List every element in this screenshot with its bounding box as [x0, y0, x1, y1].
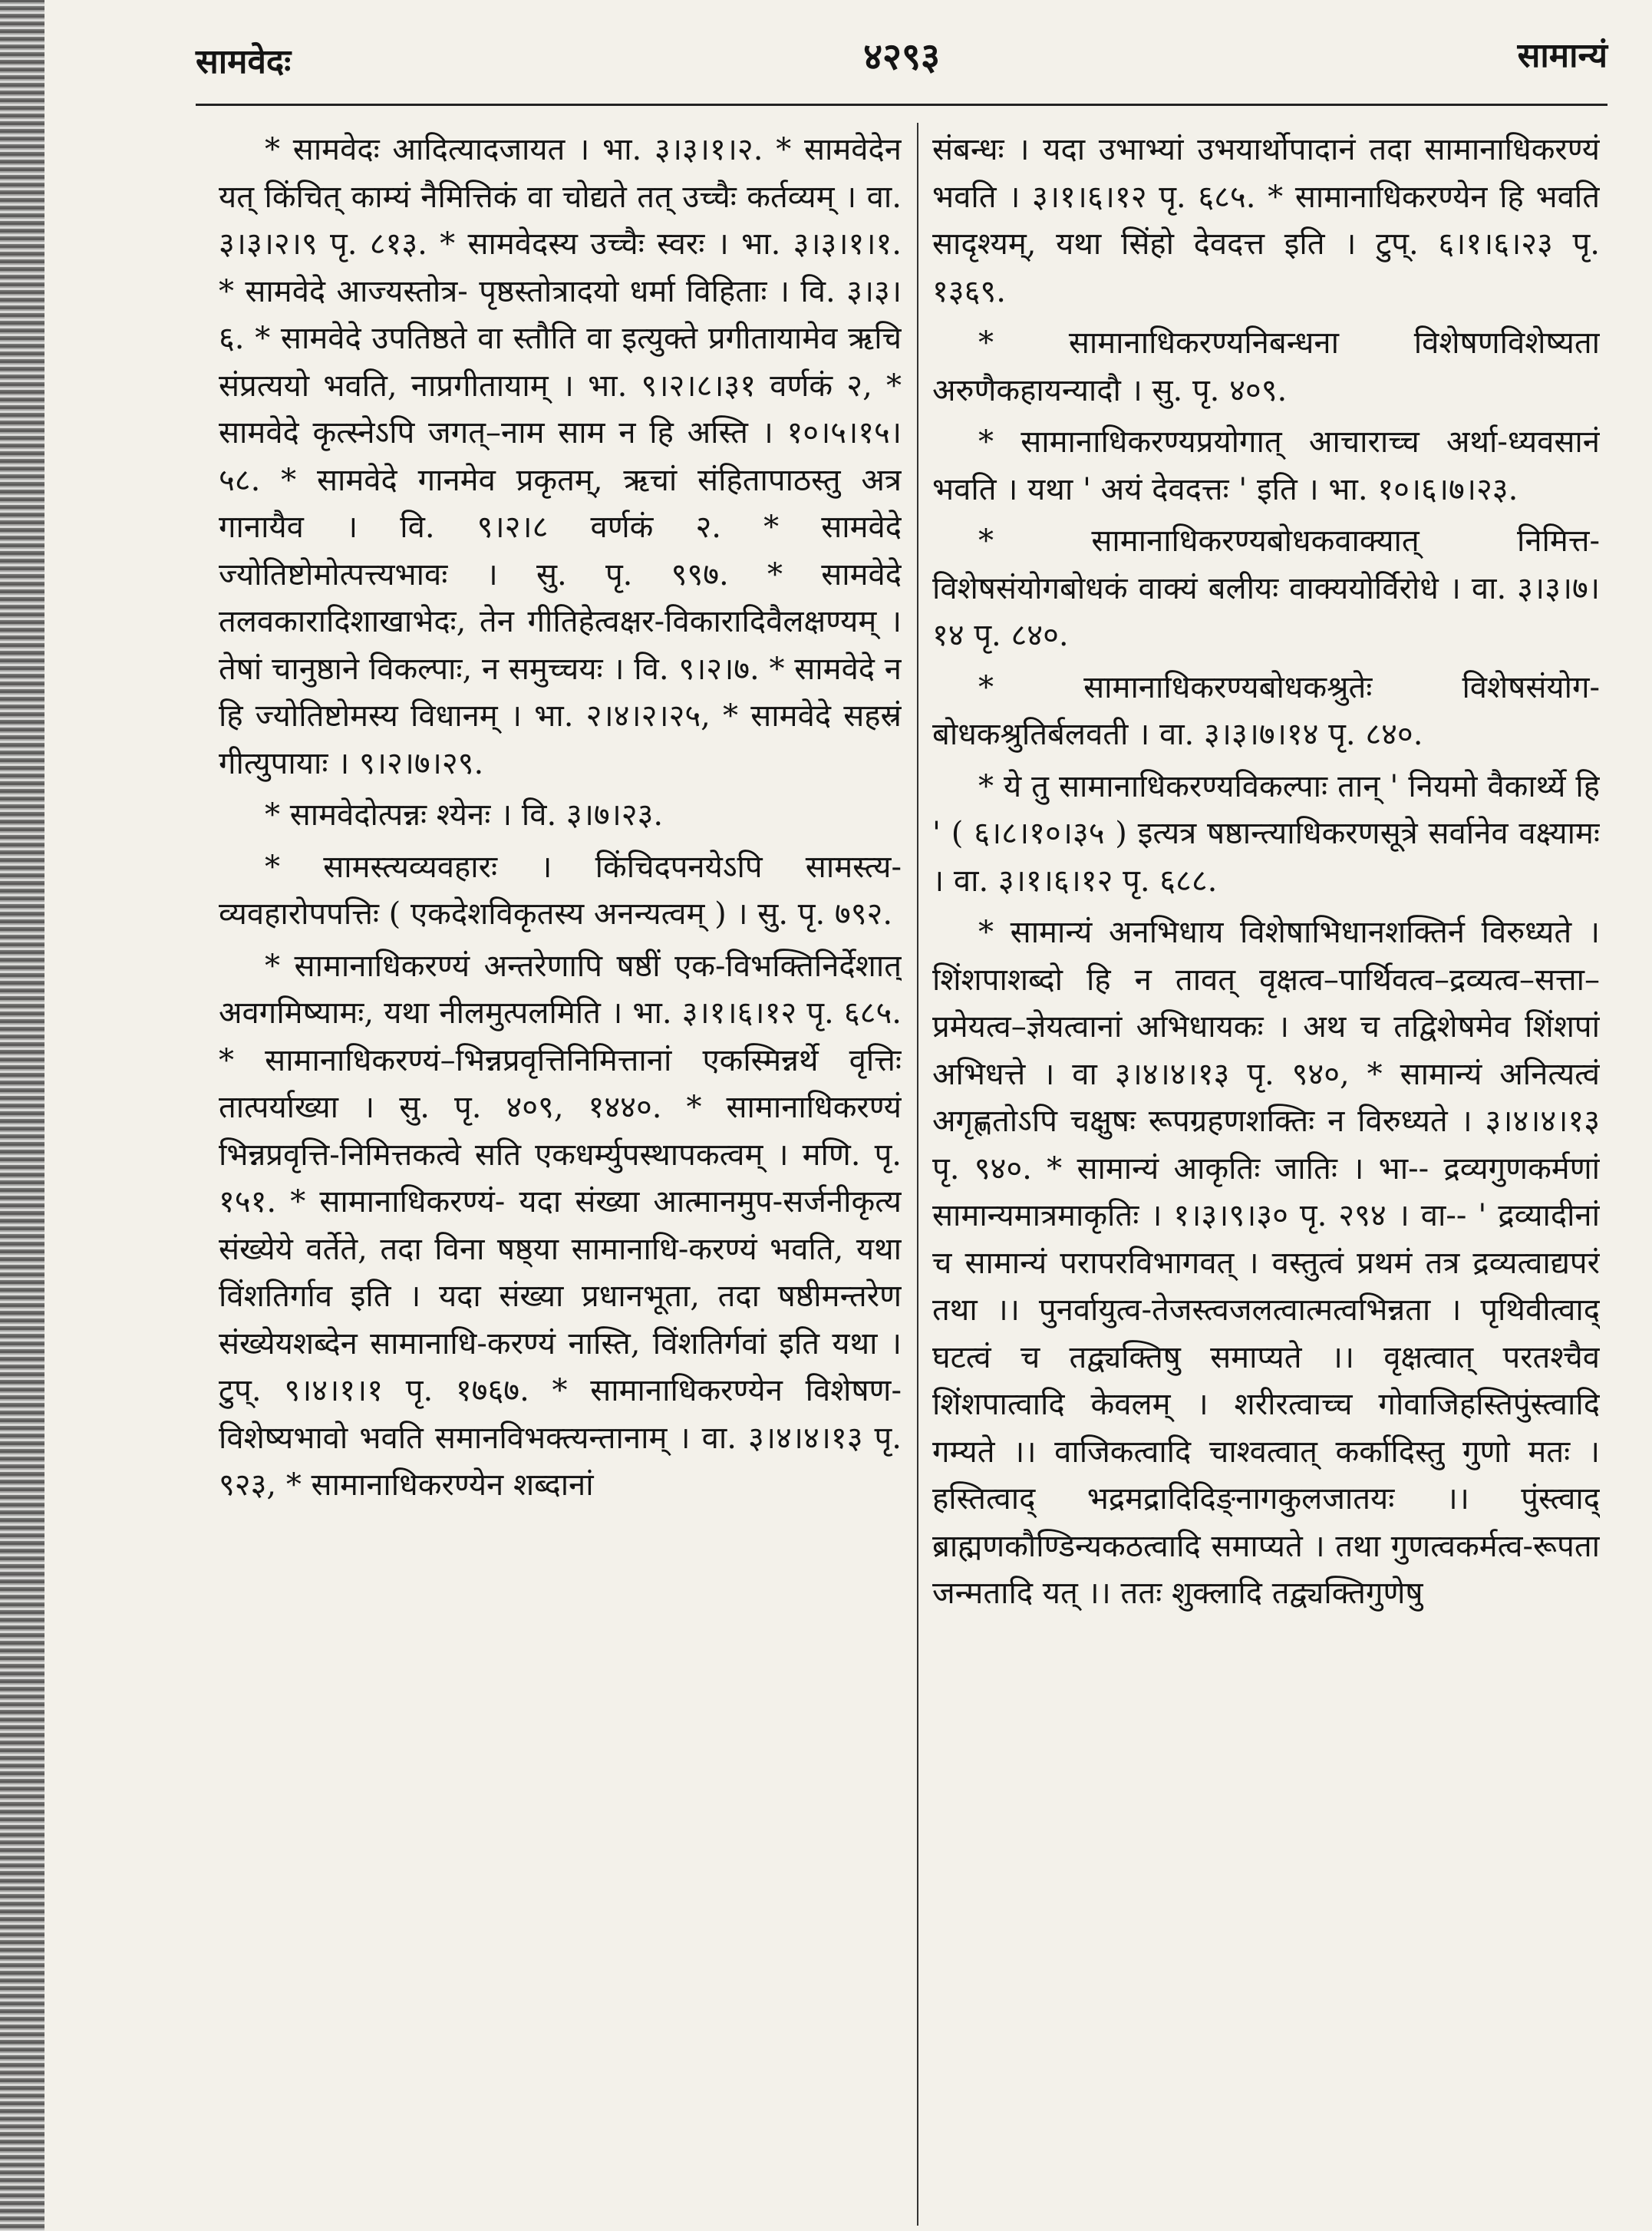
paragraph: * सामानाधिकरण्यप्रयोगात् आचाराच्च अर्था-ध्यवसानं भवति । यथा ' अयं देवदत्तः ' इति । भा. १०।६।७।२३. [932, 424, 1600, 507]
page-binding-edge [0, 0, 45, 2231]
paragraph: * ये तु सामानाधिकरण्यविकल्पाः तान् ' नियमो वैकार्थ्ये हि ' ( ६।८।१०।३५ ) इत्यत्र षष्ठान्त्याधिकरणसूत्रे सर्वानेव वक्ष्यामः । वा. ३।१।६।१२ पृ. ६८८. [932, 768, 1600, 899]
page-header [196, 23, 1607, 84]
paragraph: * सामान्यं अनभिधाय विशेषाभिधानशक्तिर्न विरुध्यते । शिंशपाशब्दो हि न तावत् वृक्षत्व–पार्थिवत्व–द्रव्यत्व–सत्ता–प्रमेयत्व–ज्ञेयत्वानां अभिधायकः । अथ च तद्विशेषमेव शिंशपां अभिधत्ते । वा ३।४।४।१३ पृ. ९४०, * सामान्यं अनित्यत्वं अगृह्णतोऽपि चक्षुषः रूपग्रहणशक्तिः न विरुध्यते । ३।४।४।१३ पृ. ९४०. * सामान्यं आकृतिः जातिः । भा-- द्रव्यगुणकर्मणां सामान्यमात्रमाकृतिः । १।३।९।३० पृ. २९४ । वा-- ' द्रव्यादीनां च सामान्यं परापरविभागवत् । वस्तुत्वं प्रथमं तत्र द्रव्यत्वाद्यपरं तथा ।। पुनर्वायुत्व-तेजस्त्वजलत्वात्मत्वभिन्नता । पृथिवीत्वाद् घटत्वं च तद्व्यक्तिषु समाप्यते ।। वृक्षत्वात् परतश्चैव शिंशपात्वादि केवलम् । शरीरत्वाच्च गोवाजिहस्तिपुंस्त्वादि गम्यते ।। वाजिकत्वादि चाश्वत्वात् कर्कादिस्तु गुणो मतः । हस्तित्वाद् भद्रमद्रादिदिङ्नागकुलजातयः ।। पुंस्त्वाद् ब्राह्मणकौण्डिन्यकठत्वादि समाप्यते । तथा गुणत्वकर्मत्व-रूपता जन्मतादि यत् ।। ततः शुक्लादि तद्व्यक्तिगुणेषु [932, 915, 1600, 1611]
paragraph: * सामानाधिकरण्यबोधकश्रुतेः विशेषसंयोग-बोधकश्रुतिर्बलवती । वा. ३।३।७।१४ पृ. ८४०. [932, 669, 1600, 752]
running-head-right: सामान्यं [1517, 36, 1607, 75]
column-divider [917, 123, 918, 2226]
page-number: ४२९३ [863, 35, 940, 78]
paragraph: * सामवेदोत्पन्नः श्येनः । वि. ३।७।२३. [265, 797, 664, 833]
header-rule [196, 104, 1607, 106]
right-column [932, 127, 1600, 2191]
paragraph: * सामानाधिकरण्यनिबन्धना विशेषणविशेष्यता अरुणैकहायन्यादौ । सु. पृ. ४०९. [932, 325, 1600, 408]
running-head-left: सामवेदः [196, 42, 292, 81]
paragraph: संबन्धः । यदा उभाभ्यां उभयार्थोपादानं तदा सामानाधिकरण्यं भवति । ३।१।६।१२ पृ. ६८५. * सामानाधिकरण्येन हि भवति सादृश्यम्, यथा सिंहो देवदत्त इति । टुप्. ६।१।६।२३ पृ. १३६९. [932, 132, 1600, 309]
paragraph: * सामस्त्यव्यवहारः । किंचिदपनयेऽपि सामस्त्य-व्यवहारोपपत्तिः ( एकदेशविकृतस्य अनन्यत्वम् ) । सु. पृ. ७९२. [219, 849, 902, 932]
paragraph: * सामवेदः आदित्यादजायत । भा. ३।३।१।२. * सामवेदेन यत् किंचित् काम्यं नैमित्तिकं वा चोद्यते तत् उच्चैः कर्तव्यम् । वा. ३।३।२।९ पृ. ८१३. * सामवेदस्य उच्चैः स्वरः । भा. ३।३।१।१. * सामवेदे आज्यस्तोत्र- पृष्ठस्तोत्रादयो धर्मा विहिताः । वि. ३।३।६. * सामवेदे उपतिष्ठते वा स्तौति वा इत्युक्ते प्रगीतायामेव ऋचि संप्रत्ययो भवति, नाप्रगीतायाम् । भा. ९।२।८।३१ वर्णकं २, * सामवेदे कृत्स्नेऽपि जगत्–नाम साम न हि अस्ति । १०।५।१५।५८. * सामवेदे गानमेव प्रकृतम्, ऋचां संहितापाठस्तु अत्र गानायैव । वि. ९।२।८ वर्णकं २. * सामवेदे ज्योतिष्टोमोत्पत्त्यभावः । सु. पृ. ९९७. * सामवेदे तलवकारादिशाखाभेदः, तेन गीतिहेत्वक्षर-विकारादिवैलक्षण्यम् । तेषां चानुष्ठाने विकल्पाः, न समुच्चयः । वि. ९।२।७. * सामवेदे न हि ज्योतिष्टोमस्य विधानम् । भा. २।४।२।२५, * सामवेदे सहस्रं गीत्युपायाः । ९।२।७।२९. [219, 132, 902, 781]
paragraph: * सामानाधिकरण्यं अन्तरेणापि षष्ठीं एक-विभक्तिनिर्देशात् अवगमिष्यामः, यथा नीलमुत्पलमिति । भा. ३।१।६।१२ पृ. ६८५. * सामानाधिकरण्यं–भिन्नप्रवृत्तिनिमित्तानां एकस्मिन्नर्थे वृत्तिः तात्पर्याख्या । सु. पृ. ४०९, १४४०. * सामानाधिकरण्यं भिन्नप्रवृत्ति-निमित्तकत्वे सति एकधर्म्युपस्थापकत्वम् । मणि. पृ. १५१. * सामानाधिकरण्यं- यदा संख्या आत्मानमुप-सर्जनीकृत्य संख्येये वर्तेते, तदा विना षष्ठ्या सामानाधि-करण्यं भवति, यथा विंशतिर्गाव इति । यदा संख्या प्रधानभूता, तदा षष्ठीमन्तरेण संख्येयशब्देन सामानाधि-करण्यं नास्ति, विंशतिर्गवां इति यथा । टुप्. ९।४।१।१ पृ. १७६७. * सामानाधिकरण्येन विशेषण-विशेष्यभावो भवति समानविभक्त्यन्तानाम् । वा. ३।४।४।१३ पृ. ९२३, * सामानाधिकरण्येन शब्दानां [219, 948, 902, 1503]
paragraph: * सामानाधिकरण्यबोधकवाक्यात् निमित्त-विशेषसंयोगबोधकं वाक्यं बलीयः वाक्ययोर्विरोधे । वा. ३।३।७।१४ पृ. ८४०. [932, 523, 1600, 653]
left-column [219, 127, 902, 2191]
